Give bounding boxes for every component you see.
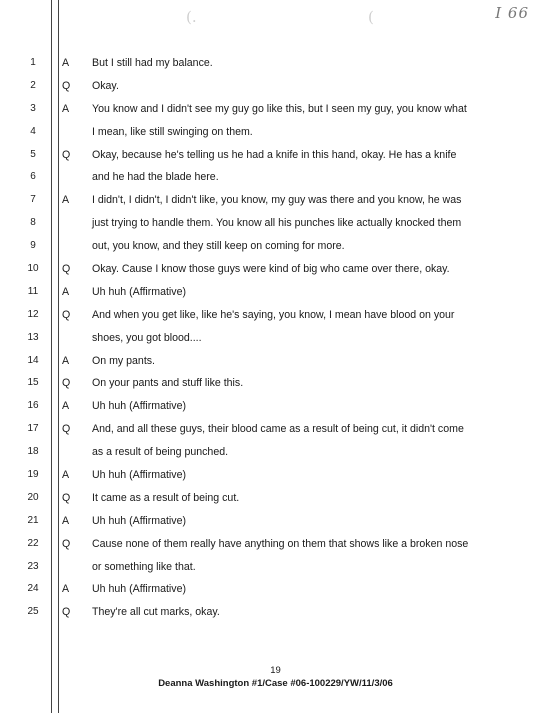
transcript-line bbox=[0, 578, 551, 601]
line-text: as a result of being punched. bbox=[92, 446, 229, 459]
speaker-label: Q bbox=[62, 606, 71, 619]
line-text: just trying to handle them. You know all his punches like actually knocked them bbox=[92, 217, 462, 230]
line-number: 21 bbox=[27, 514, 39, 526]
speaker-label: A bbox=[62, 583, 70, 596]
transcript-line bbox=[0, 235, 551, 258]
line-text: On your pants and stuff like this. bbox=[92, 377, 244, 390]
line-number: 8 bbox=[30, 217, 36, 229]
speaker-label: Q bbox=[62, 377, 71, 390]
speaker-label: Q bbox=[62, 263, 71, 276]
transcript-line bbox=[0, 121, 551, 144]
line-number: 23 bbox=[27, 560, 39, 572]
transcript-line bbox=[0, 144, 551, 167]
line-number: 20 bbox=[27, 491, 39, 503]
line-text: or something like that. bbox=[92, 560, 196, 573]
line-number: 11 bbox=[27, 285, 39, 297]
scan-smudge: ( bbox=[368, 8, 374, 26]
transcript-line bbox=[0, 556, 551, 579]
line-number: 3 bbox=[30, 102, 36, 114]
transcript-line bbox=[0, 327, 551, 350]
line-text: On my pants. bbox=[92, 354, 155, 367]
transcript-line bbox=[0, 418, 551, 441]
line-number: 14 bbox=[27, 354, 39, 366]
line-text: And when you get like, like he's saying, you know, I mean have blood on your bbox=[92, 308, 455, 321]
line-text: It came as a result of being cut. bbox=[92, 491, 240, 504]
transcript-line bbox=[0, 166, 551, 189]
transcript-line bbox=[0, 281, 551, 304]
transcript-line bbox=[0, 258, 551, 281]
speaker-label: Q bbox=[62, 148, 71, 161]
line-number: 1 bbox=[30, 57, 36, 68]
speaker-label: A bbox=[62, 514, 70, 527]
scan-smudge: (. bbox=[186, 8, 197, 26]
speaker-label: Q bbox=[62, 79, 71, 92]
transcript-line bbox=[0, 212, 551, 235]
line-number: 10 bbox=[27, 263, 39, 275]
line-text: shoes, you got blood.... bbox=[92, 331, 202, 344]
line-number: 15 bbox=[27, 377, 39, 389]
line-text: And, and all these guys, their blood came as a result of being cut, it didn't come bbox=[92, 423, 464, 436]
line-text: Okay. Cause I know those guys were kind of big who came over there, okay. bbox=[92, 263, 450, 276]
line-number: 19 bbox=[27, 469, 39, 481]
line-text: Uh huh (Affirmative) bbox=[92, 583, 187, 596]
line-number: 18 bbox=[27, 446, 39, 458]
handwritten-page-number: I 66 bbox=[495, 4, 529, 22]
line-text: But I still had my balance. bbox=[92, 57, 213, 69]
speaker-label: A bbox=[62, 354, 70, 367]
line-number: 24 bbox=[27, 583, 39, 595]
line-text: They're all cut marks, okay. bbox=[92, 606, 220, 619]
line-text: Uh huh (Affirmative) bbox=[92, 469, 187, 482]
line-text: Uh huh (Affirmative) bbox=[92, 400, 187, 413]
page-number: 19 bbox=[270, 665, 281, 676]
transcript-lines bbox=[0, 52, 551, 624]
speaker-label: Q bbox=[62, 537, 71, 550]
line-number: 9 bbox=[30, 240, 36, 252]
speaker-label: A bbox=[62, 469, 70, 482]
case-reference: Deanna Washington #1/Case #06-100229/YW/11/3/06 bbox=[158, 678, 393, 689]
speaker-label: A bbox=[62, 57, 70, 69]
line-number: 2 bbox=[30, 79, 36, 91]
line-number: 12 bbox=[27, 308, 39, 320]
transcript-line bbox=[0, 189, 551, 212]
line-number: 13 bbox=[27, 331, 39, 343]
line-text: You know and I didn't see my guy go like this, but I seen my guy, you know what bbox=[92, 102, 467, 115]
transcript-line bbox=[0, 75, 551, 98]
transcript-line bbox=[0, 441, 551, 464]
transcript-line bbox=[0, 395, 551, 418]
line-text: Uh huh (Affirmative) bbox=[92, 285, 187, 298]
line-number: 17 bbox=[27, 423, 39, 435]
transcript-line bbox=[0, 601, 551, 624]
speaker-label: Q bbox=[62, 491, 71, 504]
transcript-line bbox=[0, 533, 551, 556]
transcript-line bbox=[0, 52, 551, 75]
line-number: 7 bbox=[30, 194, 36, 206]
line-text: I mean, like still swinging on them. bbox=[92, 125, 253, 138]
speaker-label: A bbox=[62, 102, 70, 115]
speaker-label: A bbox=[62, 400, 70, 413]
speaker-label: Q bbox=[62, 423, 71, 436]
line-text: and he had the blade here. bbox=[92, 171, 219, 184]
line-text: Okay, because he's telling us he had a knife in this hand, okay. He has a knife bbox=[92, 148, 457, 161]
line-text: I didn't, I didn't, I didn't like, you know, my guy was there and you know, he was bbox=[92, 194, 462, 207]
transcript-line bbox=[0, 372, 551, 395]
transcript-line bbox=[0, 510, 551, 533]
line-number: 16 bbox=[27, 400, 39, 412]
line-number: 4 bbox=[30, 125, 36, 137]
transcript-line bbox=[0, 487, 551, 510]
line-text: Uh huh (Affirmative) bbox=[92, 514, 187, 527]
transcript-line bbox=[0, 350, 551, 373]
transcript-line bbox=[0, 98, 551, 121]
line-number: 25 bbox=[27, 606, 39, 618]
speaker-label: A bbox=[62, 285, 70, 298]
transcript-line bbox=[0, 304, 551, 327]
speaker-label: Q bbox=[62, 308, 71, 321]
speaker-label: A bbox=[62, 194, 70, 207]
line-number: 6 bbox=[30, 171, 36, 183]
line-number: 22 bbox=[27, 537, 39, 549]
line-number: 5 bbox=[30, 148, 36, 160]
line-text: Okay. bbox=[92, 79, 119, 92]
transcript-line bbox=[0, 464, 551, 487]
line-text: out, you know, and they still keep on coming for more. bbox=[92, 240, 345, 253]
line-text: Cause none of them really have anything on them that shows like a broken nose bbox=[92, 537, 469, 550]
